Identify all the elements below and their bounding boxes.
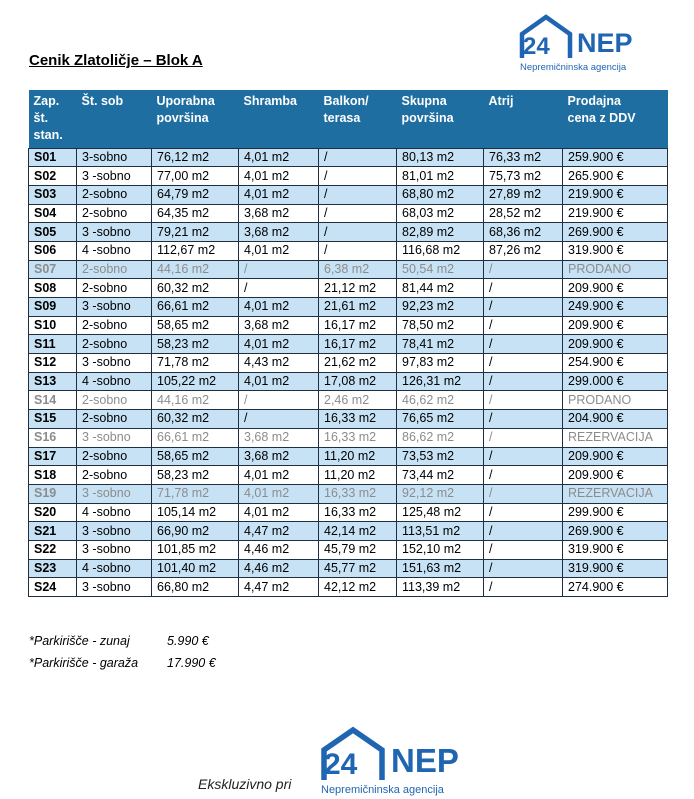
total-area-cell: 126,31 m2 — [397, 372, 484, 391]
balcony-cell: / — [319, 148, 397, 167]
table-header — [29, 90, 668, 148]
balcony-cell: 16,33 m2 — [319, 410, 397, 429]
note-value: 17.990 € — [167, 656, 216, 670]
storage-cell: 4,47 m2 — [239, 578, 319, 597]
storage-cell: 4,43 m2 — [239, 354, 319, 373]
column-header-line: cena z DDV — [567, 111, 636, 125]
table-row — [29, 522, 668, 541]
total-area-cell: 50,54 m2 — [397, 260, 484, 279]
brand-tagline: Nepremičninska agencija — [520, 62, 627, 73]
total-area-cell: 78,41 m2 — [397, 335, 484, 354]
atrium-cell: / — [484, 540, 563, 559]
apartment-code: S06 — [29, 241, 77, 260]
balcony-cell: / — [319, 241, 397, 260]
total-area-cell: 73,44 m2 — [397, 466, 484, 485]
total-area-cell: 113,51 m2 — [397, 522, 484, 541]
note-label: *Parkirišče - garaža — [29, 656, 139, 670]
total-area-cell: 82,89 m2 — [397, 223, 484, 242]
price-cell: 319.900 € — [563, 241, 668, 260]
usable-area-cell: 77,00 m2 — [152, 167, 239, 186]
table-row — [29, 578, 668, 597]
rooms-cell: 3 -sobno — [77, 540, 152, 559]
apartment-code: S23 — [29, 559, 77, 578]
table-row — [29, 484, 668, 503]
column-header — [563, 90, 668, 148]
rooms-cell: 2-sobno — [77, 391, 152, 410]
atrium-cell: / — [484, 484, 563, 503]
rooms-cell: 3 -sobno — [77, 223, 152, 242]
storage-cell: 3,68 m2 — [239, 223, 319, 242]
column-header-line: terasa — [323, 111, 361, 125]
usable-area-cell: 112,67 m2 — [152, 241, 239, 260]
atrium-cell: / — [484, 316, 563, 335]
apartment-code: S18 — [29, 466, 77, 485]
total-area-cell: 78,50 m2 — [397, 316, 484, 335]
column-header-line: Balkon/ — [323, 94, 369, 108]
apartment-code: S07 — [29, 260, 77, 279]
balcony-cell: 42,12 m2 — [319, 578, 397, 597]
table-row — [29, 559, 668, 578]
usable-area-cell: 60,32 m2 — [152, 279, 239, 298]
total-area-cell: 80,13 m2 — [397, 148, 484, 167]
price-cell: 299.000 € — [563, 372, 668, 391]
price-cell: 274.900 € — [563, 578, 668, 597]
column-header-line: površina — [401, 111, 454, 125]
usable-area-cell: 60,32 m2 — [152, 410, 239, 429]
usable-area-cell: 105,22 m2 — [152, 372, 239, 391]
table-row — [29, 447, 668, 466]
usable-area-cell: 79,21 m2 — [152, 223, 239, 242]
apartment-code: S12 — [29, 354, 77, 373]
storage-cell: 4,01 m2 — [239, 335, 319, 354]
table-row — [29, 241, 668, 260]
price-cell: 265.900 € — [563, 167, 668, 186]
apartment-code: S14 — [29, 391, 77, 410]
rooms-cell: 2-sobno — [77, 316, 152, 335]
storage-cell: 4,46 m2 — [239, 540, 319, 559]
usable-area-cell: 58,65 m2 — [152, 447, 239, 466]
atrium-cell: 28,52 m2 — [484, 204, 563, 223]
balcony-cell: 16,17 m2 — [319, 335, 397, 354]
price-cell: PRODANO — [563, 260, 668, 279]
apartment-code: S19 — [29, 484, 77, 503]
rooms-cell: 3 -sobno — [77, 484, 152, 503]
balcony-cell: / — [319, 223, 397, 242]
table-row — [29, 503, 668, 522]
storage-cell: / — [239, 391, 319, 410]
usable-area-cell: 101,85 m2 — [152, 540, 239, 559]
apartment-code: S16 — [29, 428, 77, 447]
table-row — [29, 185, 668, 204]
column-header — [397, 90, 484, 148]
usable-area-cell: 76,12 m2 — [152, 148, 239, 167]
house-icon — [519, 14, 573, 60]
price-cell: 209.900 € — [563, 447, 668, 466]
price-cell: 219.900 € — [563, 185, 668, 204]
usable-area-cell: 66,61 m2 — [152, 298, 239, 317]
price-cell: 299.900 € — [563, 503, 668, 522]
storage-cell: 3,68 m2 — [239, 204, 319, 223]
column-header-line: Št. sob — [81, 94, 124, 108]
rooms-cell: 3 -sobno — [77, 354, 152, 373]
column-header-line: Uporabna — [156, 94, 215, 108]
table-row — [29, 410, 668, 429]
usable-area-cell: 44,16 m2 — [152, 260, 239, 279]
balcony-cell: / — [319, 185, 397, 204]
rooms-cell: 2-sobno — [77, 466, 152, 485]
rooms-cell: 4 -sobno — [77, 503, 152, 522]
column-header-line: Skupna — [401, 94, 447, 108]
storage-cell: 3,68 m2 — [239, 428, 319, 447]
atrium-cell: / — [484, 503, 563, 522]
total-area-cell: 86,62 m2 — [397, 428, 484, 447]
table-row — [29, 428, 668, 447]
rooms-cell: 3 -sobno — [77, 522, 152, 541]
total-area-cell: 68,80 m2 — [397, 185, 484, 204]
note-label: *Parkirišče - zunaj — [29, 634, 130, 648]
storage-cell: 4,01 m2 — [239, 167, 319, 186]
atrium-cell: 76,33 m2 — [484, 148, 563, 167]
atrium-cell: / — [484, 279, 563, 298]
usable-area-cell: 44,16 m2 — [152, 391, 239, 410]
atrium-cell: / — [484, 260, 563, 279]
apartment-code: S15 — [29, 410, 77, 429]
usable-area-cell: 101,40 m2 — [152, 559, 239, 578]
table-row — [29, 540, 668, 559]
rooms-cell: 2-sobno — [77, 335, 152, 354]
price-cell: REZERVACIJA — [563, 428, 668, 447]
price-cell: 269.900 € — [563, 223, 668, 242]
total-area-cell: 116,68 m2 — [397, 241, 484, 260]
apartment-code: S05 — [29, 223, 77, 242]
table-row — [29, 354, 668, 373]
apartment-code: S08 — [29, 279, 77, 298]
price-cell: 209.900 € — [563, 316, 668, 335]
rooms-cell: 3 -sobno — [77, 167, 152, 186]
total-area-cell: 92,23 m2 — [397, 298, 484, 317]
rooms-cell: 2-sobno — [77, 204, 152, 223]
storage-cell: 4,01 m2 — [239, 241, 319, 260]
balcony-cell: 16,33 m2 — [319, 503, 397, 522]
storage-cell: 4,46 m2 — [239, 559, 319, 578]
table-row — [29, 167, 668, 186]
apartment-code: S13 — [29, 372, 77, 391]
rooms-cell: 2-sobno — [77, 260, 152, 279]
brand-number: 24 — [324, 748, 358, 781]
apartment-code: S09 — [29, 298, 77, 317]
rooms-cell: 4 -sobno — [77, 559, 152, 578]
total-area-cell: 151,63 m2 — [397, 559, 484, 578]
table-row — [29, 466, 668, 485]
table-row — [29, 260, 668, 279]
table-row — [29, 316, 668, 335]
brand-tagline: Nepremičninska agencija — [321, 784, 444, 796]
apartment-code: S17 — [29, 447, 77, 466]
brand-name: NEP — [391, 742, 459, 779]
storage-cell: / — [239, 279, 319, 298]
table-row — [29, 279, 668, 298]
house-icon — [320, 726, 386, 782]
brand-logo-top — [519, 14, 633, 73]
storage-cell: 4,01 m2 — [239, 185, 319, 204]
table-row — [29, 372, 668, 391]
price-table — [28, 90, 668, 597]
total-area-cell: 152,10 m2 — [397, 540, 484, 559]
brand-name: NEP — [577, 28, 633, 58]
rooms-cell: 4 -sobno — [77, 241, 152, 260]
column-header-line: Zap. — [33, 94, 60, 108]
total-area-cell: 46,62 m2 — [397, 391, 484, 410]
rooms-cell: 2-sobno — [77, 410, 152, 429]
rooms-cell: 2-sobno — [77, 279, 152, 298]
atrium-cell: / — [484, 410, 563, 429]
atrium-cell: / — [484, 447, 563, 466]
usable-area-cell: 64,35 m2 — [152, 204, 239, 223]
balcony-cell: / — [319, 167, 397, 186]
balcony-cell: 2,46 m2 — [319, 391, 397, 410]
total-area-cell: 81,44 m2 — [397, 279, 484, 298]
apartment-code: S01 — [29, 148, 77, 167]
storage-cell: 4,47 m2 — [239, 522, 319, 541]
apartment-code: S04 — [29, 204, 77, 223]
brand-number: 24 — [523, 33, 550, 60]
usable-area-cell: 105,14 m2 — [152, 503, 239, 522]
rooms-cell: 3-sobno — [77, 148, 152, 167]
usable-area-cell: 66,61 m2 — [152, 428, 239, 447]
storage-cell: 4,01 m2 — [239, 466, 319, 485]
balcony-cell: 16,33 m2 — [319, 428, 397, 447]
atrium-cell: / — [484, 559, 563, 578]
column-header — [152, 90, 239, 148]
apartment-code: S24 — [29, 578, 77, 597]
storage-cell: / — [239, 260, 319, 279]
atrium-cell: / — [484, 522, 563, 541]
storage-cell: 4,01 m2 — [239, 484, 319, 503]
balcony-cell: 42,14 m2 — [319, 522, 397, 541]
column-header-line: Shramba — [243, 94, 297, 108]
atrium-cell: / — [484, 391, 563, 410]
apartment-code: S03 — [29, 185, 77, 204]
balcony-cell: 45,79 m2 — [319, 540, 397, 559]
balcony-cell: 21,61 m2 — [319, 298, 397, 317]
table-row — [29, 204, 668, 223]
price-cell: 249.900 € — [563, 298, 668, 317]
rooms-cell: 3 -sobno — [77, 428, 152, 447]
usable-area-cell: 64,79 m2 — [152, 185, 239, 204]
table-row — [29, 148, 668, 167]
total-area-cell: 73,53 m2 — [397, 447, 484, 466]
atrium-cell: 27,89 m2 — [484, 185, 563, 204]
column-header — [29, 90, 77, 148]
total-area-cell: 125,48 m2 — [397, 503, 484, 522]
storage-cell: 3,68 m2 — [239, 316, 319, 335]
column-header — [239, 90, 319, 148]
price-cell: 319.900 € — [563, 540, 668, 559]
page-title: Cenik Zlatoličje – Blok A — [29, 52, 203, 69]
atrium-cell: / — [484, 466, 563, 485]
atrium-cell: 87,26 m2 — [484, 241, 563, 260]
usable-area-cell: 58,23 m2 — [152, 466, 239, 485]
storage-cell: 3,68 m2 — [239, 447, 319, 466]
balcony-cell: 21,12 m2 — [319, 279, 397, 298]
rooms-cell: 4 -sobno — [77, 372, 152, 391]
column-header-line: Prodajna — [567, 94, 621, 108]
table-row — [29, 335, 668, 354]
balcony-cell: 11,20 m2 — [319, 466, 397, 485]
storage-cell: / — [239, 410, 319, 429]
table-row — [29, 298, 668, 317]
balcony-cell: 11,20 m2 — [319, 447, 397, 466]
parking-note-garage — [29, 652, 216, 674]
price-cell: 209.900 € — [563, 279, 668, 298]
column-header — [319, 90, 397, 148]
price-cell: PRODANO — [563, 391, 668, 410]
total-area-cell: 113,39 m2 — [397, 578, 484, 597]
usable-area-cell: 71,78 m2 — [152, 354, 239, 373]
rooms-cell: 2-sobno — [77, 447, 152, 466]
rooms-cell: 3 -sobno — [77, 578, 152, 597]
price-cell: 204.900 € — [563, 410, 668, 429]
price-cell: 269.900 € — [563, 522, 668, 541]
atrium-cell: 75,73 m2 — [484, 167, 563, 186]
price-cell: 209.900 € — [563, 466, 668, 485]
storage-cell: 4,01 m2 — [239, 503, 319, 522]
atrium-cell: / — [484, 428, 563, 447]
balcony-cell: 17,08 m2 — [319, 372, 397, 391]
total-area-cell: 68,03 m2 — [397, 204, 484, 223]
apartment-code: S02 — [29, 167, 77, 186]
usable-area-cell: 66,80 m2 — [152, 578, 239, 597]
price-cell: 209.900 € — [563, 335, 668, 354]
usable-area-cell: 58,65 m2 — [152, 316, 239, 335]
table-row — [29, 223, 668, 242]
price-cell: 259.900 € — [563, 148, 668, 167]
column-header — [77, 90, 152, 148]
parking-notes — [29, 630, 216, 674]
apartment-code: S22 — [29, 540, 77, 559]
apartment-code: S10 — [29, 316, 77, 335]
balcony-cell: 6,38 m2 — [319, 260, 397, 279]
apartment-code: S20 — [29, 503, 77, 522]
atrium-cell: / — [484, 578, 563, 597]
usable-area-cell: 71,78 m2 — [152, 484, 239, 503]
atrium-cell: / — [484, 372, 563, 391]
price-cell: 319.900 € — [563, 559, 668, 578]
storage-cell: 4,01 m2 — [239, 298, 319, 317]
balcony-cell: 16,33 m2 — [319, 484, 397, 503]
atrium-cell: 68,36 m2 — [484, 223, 563, 242]
brand-logo-bottom — [320, 726, 459, 796]
exclusive-text: Ekskluzivno pri — [198, 776, 292, 792]
atrium-cell: / — [484, 354, 563, 373]
storage-cell: 4,01 m2 — [239, 148, 319, 167]
column-header-line: Atrij — [488, 94, 514, 108]
apartment-code: S11 — [29, 335, 77, 354]
total-area-cell: 97,83 m2 — [397, 354, 484, 373]
rooms-cell: 2-sobno — [77, 185, 152, 204]
total-area-cell: 76,65 m2 — [397, 410, 484, 429]
balcony-cell: 45,77 m2 — [319, 559, 397, 578]
price-cell: REZERVACIJA — [563, 484, 668, 503]
usable-area-cell: 58,23 m2 — [152, 335, 239, 354]
column-header-line: površina — [156, 111, 209, 125]
column-header — [484, 90, 563, 148]
price-cell: 254.900 € — [563, 354, 668, 373]
column-header-line: št. — [33, 111, 49, 125]
balcony-cell: 21,62 m2 — [319, 354, 397, 373]
atrium-cell: / — [484, 335, 563, 354]
rooms-cell: 3 -sobno — [77, 298, 152, 317]
table-row — [29, 391, 668, 410]
atrium-cell: / — [484, 298, 563, 317]
balcony-cell: / — [319, 204, 397, 223]
apartment-code: S21 — [29, 522, 77, 541]
storage-cell: 4,01 m2 — [239, 372, 319, 391]
note-value: 5.990 € — [167, 634, 209, 648]
total-area-cell: 92,12 m2 — [397, 484, 484, 503]
total-area-cell: 81,01 m2 — [397, 167, 484, 186]
price-cell: 219.900 € — [563, 204, 668, 223]
column-header-line: stan. — [33, 128, 63, 142]
parking-note-outside — [29, 630, 216, 652]
balcony-cell: 16,17 m2 — [319, 316, 397, 335]
usable-area-cell: 66,90 m2 — [152, 522, 239, 541]
